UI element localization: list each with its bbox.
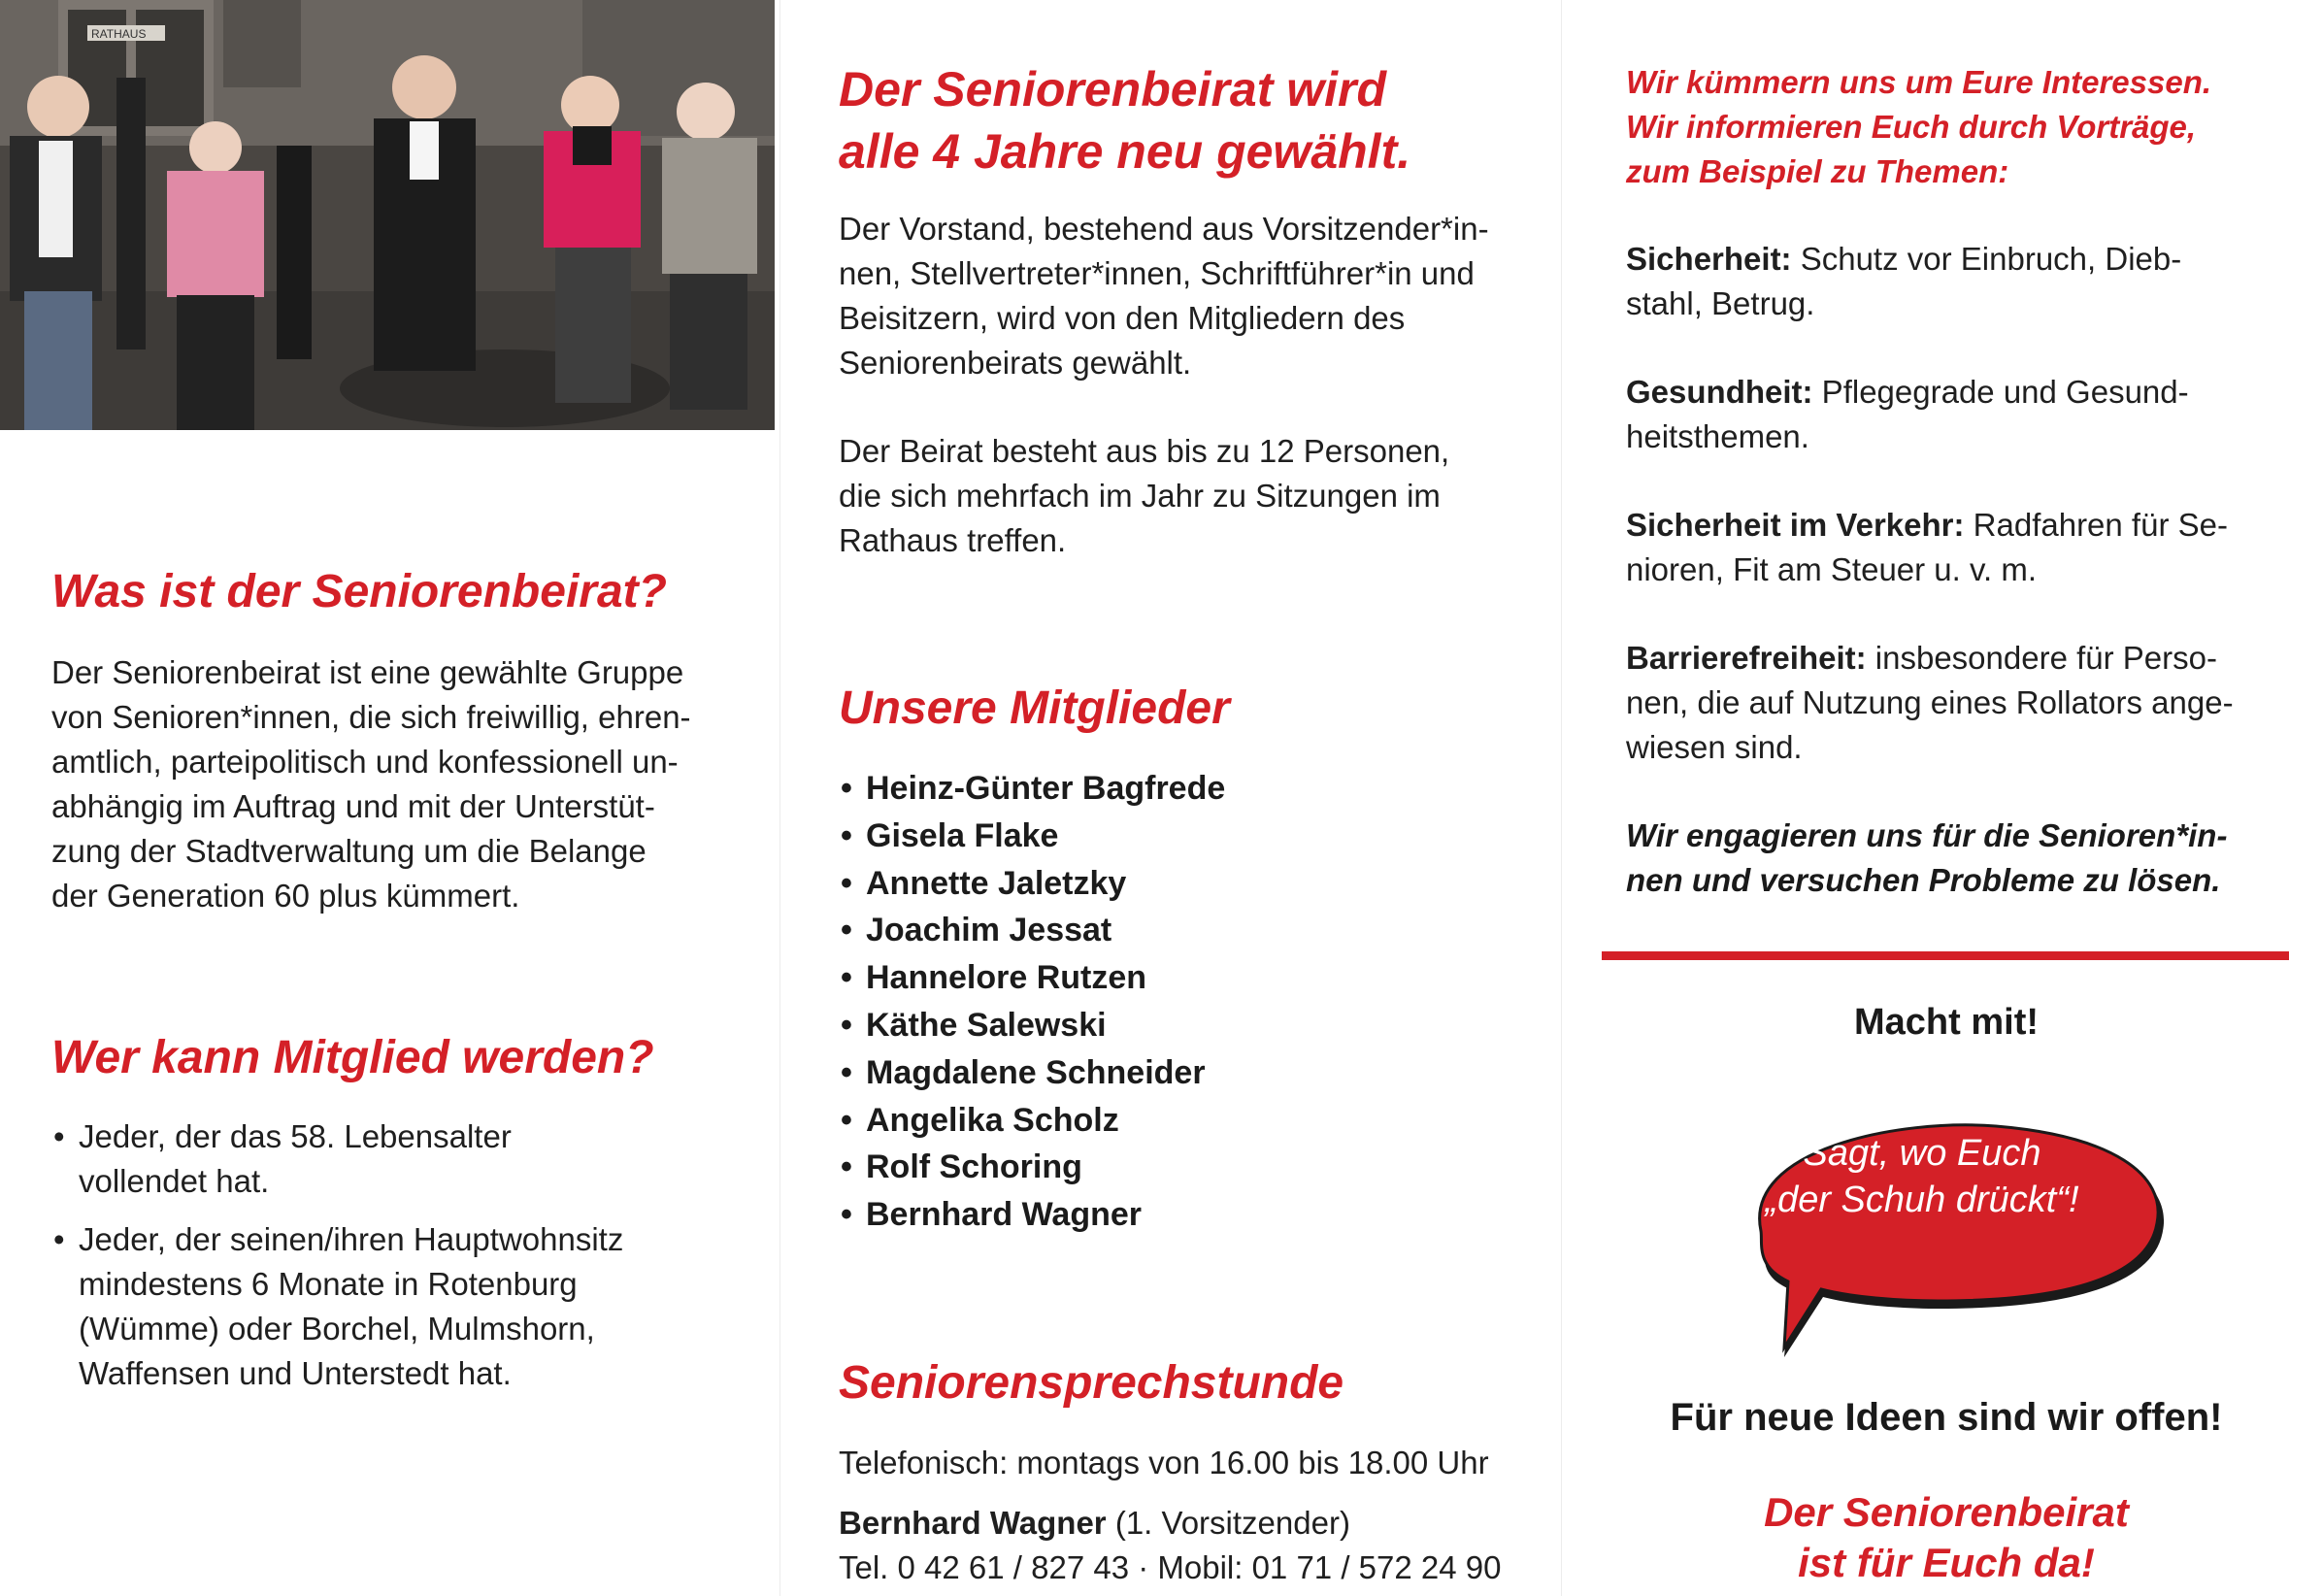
what-paragraph xyxy=(51,650,691,918)
red-divider xyxy=(1602,951,2289,960)
members-heading: Unsere Mitglieder xyxy=(839,682,1230,734)
what-line: abhängig im Auftrag und mit der Unterstüt- xyxy=(51,788,655,824)
topic-traffic xyxy=(1626,503,2228,592)
intro-text xyxy=(1626,60,2211,194)
member-item: • Bernhard Wagner xyxy=(841,1191,1225,1239)
engage-line: nen und versuchen Probleme zu lösen. xyxy=(1626,862,2221,898)
hours-heading: Seniorensprechstunde xyxy=(839,1357,1344,1409)
group-photo xyxy=(0,0,775,430)
contact-role: (1. Vorsitzender) xyxy=(1106,1505,1350,1541)
council-paragraph xyxy=(839,429,1449,563)
election-heading-line: Der Seniorenbeirat wird xyxy=(839,62,1387,116)
left-panel xyxy=(0,0,779,1596)
member-item: • Joachim Jessat xyxy=(841,907,1225,954)
criteria-list xyxy=(51,1114,673,1410)
what-line: von Senioren*innen, die sich freiwillig, ehren- xyxy=(51,699,691,735)
board-line: nen, Stellvertreter*innen, Schriftführer*in und xyxy=(839,255,1475,291)
topic-accessibility xyxy=(1626,636,2234,770)
member-item: • Annette Jaletzky xyxy=(841,860,1225,908)
topic-text: stahl, Betrug. xyxy=(1626,285,1815,321)
board-line: Der Vorstand, bestehend aus Vorsitzender*in- xyxy=(839,211,1489,247)
member-item: • Heinz-Günter Bagfrede xyxy=(841,765,1225,813)
contact-line xyxy=(839,1501,1350,1546)
topic-health xyxy=(1626,370,2189,459)
engage-text xyxy=(1626,814,2227,903)
what-line: zung der Stadtverwaltung um die Belange xyxy=(51,833,647,869)
closing-line: ist für Euch da! xyxy=(1798,1540,2095,1585)
closing-line: Der Seniorenbeirat xyxy=(1764,1489,2129,1535)
intro-line: zum Beispiel zu Themen: xyxy=(1626,153,2009,189)
topic-label: Gesundheit: xyxy=(1626,374,1813,410)
join-label: Macht mit! xyxy=(1854,1002,2039,1043)
closing-text xyxy=(1611,1487,2281,1588)
intro-line: Wir kümmern uns um Eure Interessen. xyxy=(1626,64,2212,100)
topic-text: heitsthemen. xyxy=(1626,418,1809,454)
bubble-text xyxy=(1747,1130,2097,1223)
topic-text: Radfahren für Se- xyxy=(1964,507,2228,543)
contact-name: Bernhard Wagner xyxy=(839,1505,1107,1541)
group-photo-illustration xyxy=(0,0,775,430)
what-line: Der Seniorenbeirat ist eine gewählte Gruppe xyxy=(51,654,684,690)
board-line: Beisitzern, wird von den Mitgliedern des xyxy=(839,300,1406,336)
bubble-line: Sagt, wo Euch xyxy=(1803,1133,2041,1174)
what-line: amtlich, parteipolitisch und konfessionell un- xyxy=(51,744,679,780)
member-item: • Hannelore Rutzen xyxy=(841,954,1225,1002)
intro-line: Wir informieren Euch durch Vorträge, xyxy=(1626,109,2197,145)
topic-text: Schutz vor Einbruch, Dieb- xyxy=(1791,241,2182,277)
members-list xyxy=(841,765,1225,1239)
member-item: • Gisela Flake xyxy=(841,813,1225,860)
what-heading: Was ist der Seniorenbeirat? xyxy=(51,566,667,617)
topic-label: Sicherheit: xyxy=(1626,241,1792,277)
topic-label: Sicherheit im Verkehr: xyxy=(1626,507,1965,543)
topic-text: wiesen sind. xyxy=(1626,729,1803,765)
member-item: • Magdalene Schneider xyxy=(841,1049,1225,1097)
rathaus-sign: RATHAUS xyxy=(91,27,147,41)
member-item: • Rolf Schoring xyxy=(841,1144,1225,1191)
council-line: die sich mehrfach im Jahr zu Sitzungen im xyxy=(839,478,1441,514)
topic-text: insbesondere für Perso- xyxy=(1866,640,2217,676)
engage-line: Wir engagieren uns für die Senioren*in- xyxy=(1626,817,2228,853)
middle-panel xyxy=(780,0,1562,1596)
what-line: der Generation 60 plus kümmert. xyxy=(51,878,520,914)
election-heading xyxy=(839,58,1410,183)
criteria-item: • Jeder, der seinen/ihren Hauptwohnsitz mindestens 6 Monate in Rotenburg (Wümme) oder Borchel, Mulmshorn, Waffensen und Unterstedt hat. xyxy=(51,1217,671,1396)
council-line: Rathaus treffen. xyxy=(839,522,1067,558)
member-item: • Käthe Salewski xyxy=(841,1002,1225,1049)
topic-label: Barrierefreiheit: xyxy=(1626,640,1867,676)
ideas-label: Für neue Ideen sind wir offen! xyxy=(1670,1396,2223,1439)
member-item: • Angelika Scholz xyxy=(841,1097,1225,1145)
topic-security xyxy=(1626,237,2181,326)
council-line: Der Beirat besteht aus bis zu 12 Personen, xyxy=(839,433,1450,469)
topic-text: nioren, Fit am Steuer u. v. m. xyxy=(1626,551,2038,587)
who-heading: Wer kann Mitglied werden? xyxy=(51,1032,654,1083)
criteria-item: • Jeder, der das 58. Lebensalter vollendet hat. xyxy=(51,1114,564,1204)
board-paragraph xyxy=(839,207,1489,385)
contact-phone: Tel. 0 42 61 / 827 43 · Mobil: 01 71 / 572 24 90 xyxy=(839,1549,1502,1585)
topic-text: nen, die auf Nutzung eines Rollators ange- xyxy=(1626,684,2234,720)
election-heading-line: alle 4 Jahre neu gewählt. xyxy=(839,124,1411,179)
topic-text: Pflegegrade und Gesund- xyxy=(1812,374,2189,410)
bubble-line: „der Schuh drückt“! xyxy=(1765,1180,2079,1220)
hours-line: Telefonisch: montags von 16.00 bis 18.00 Uhr xyxy=(839,1445,1489,1480)
board-line: Seniorenbeirats gewählt. xyxy=(839,345,1192,381)
